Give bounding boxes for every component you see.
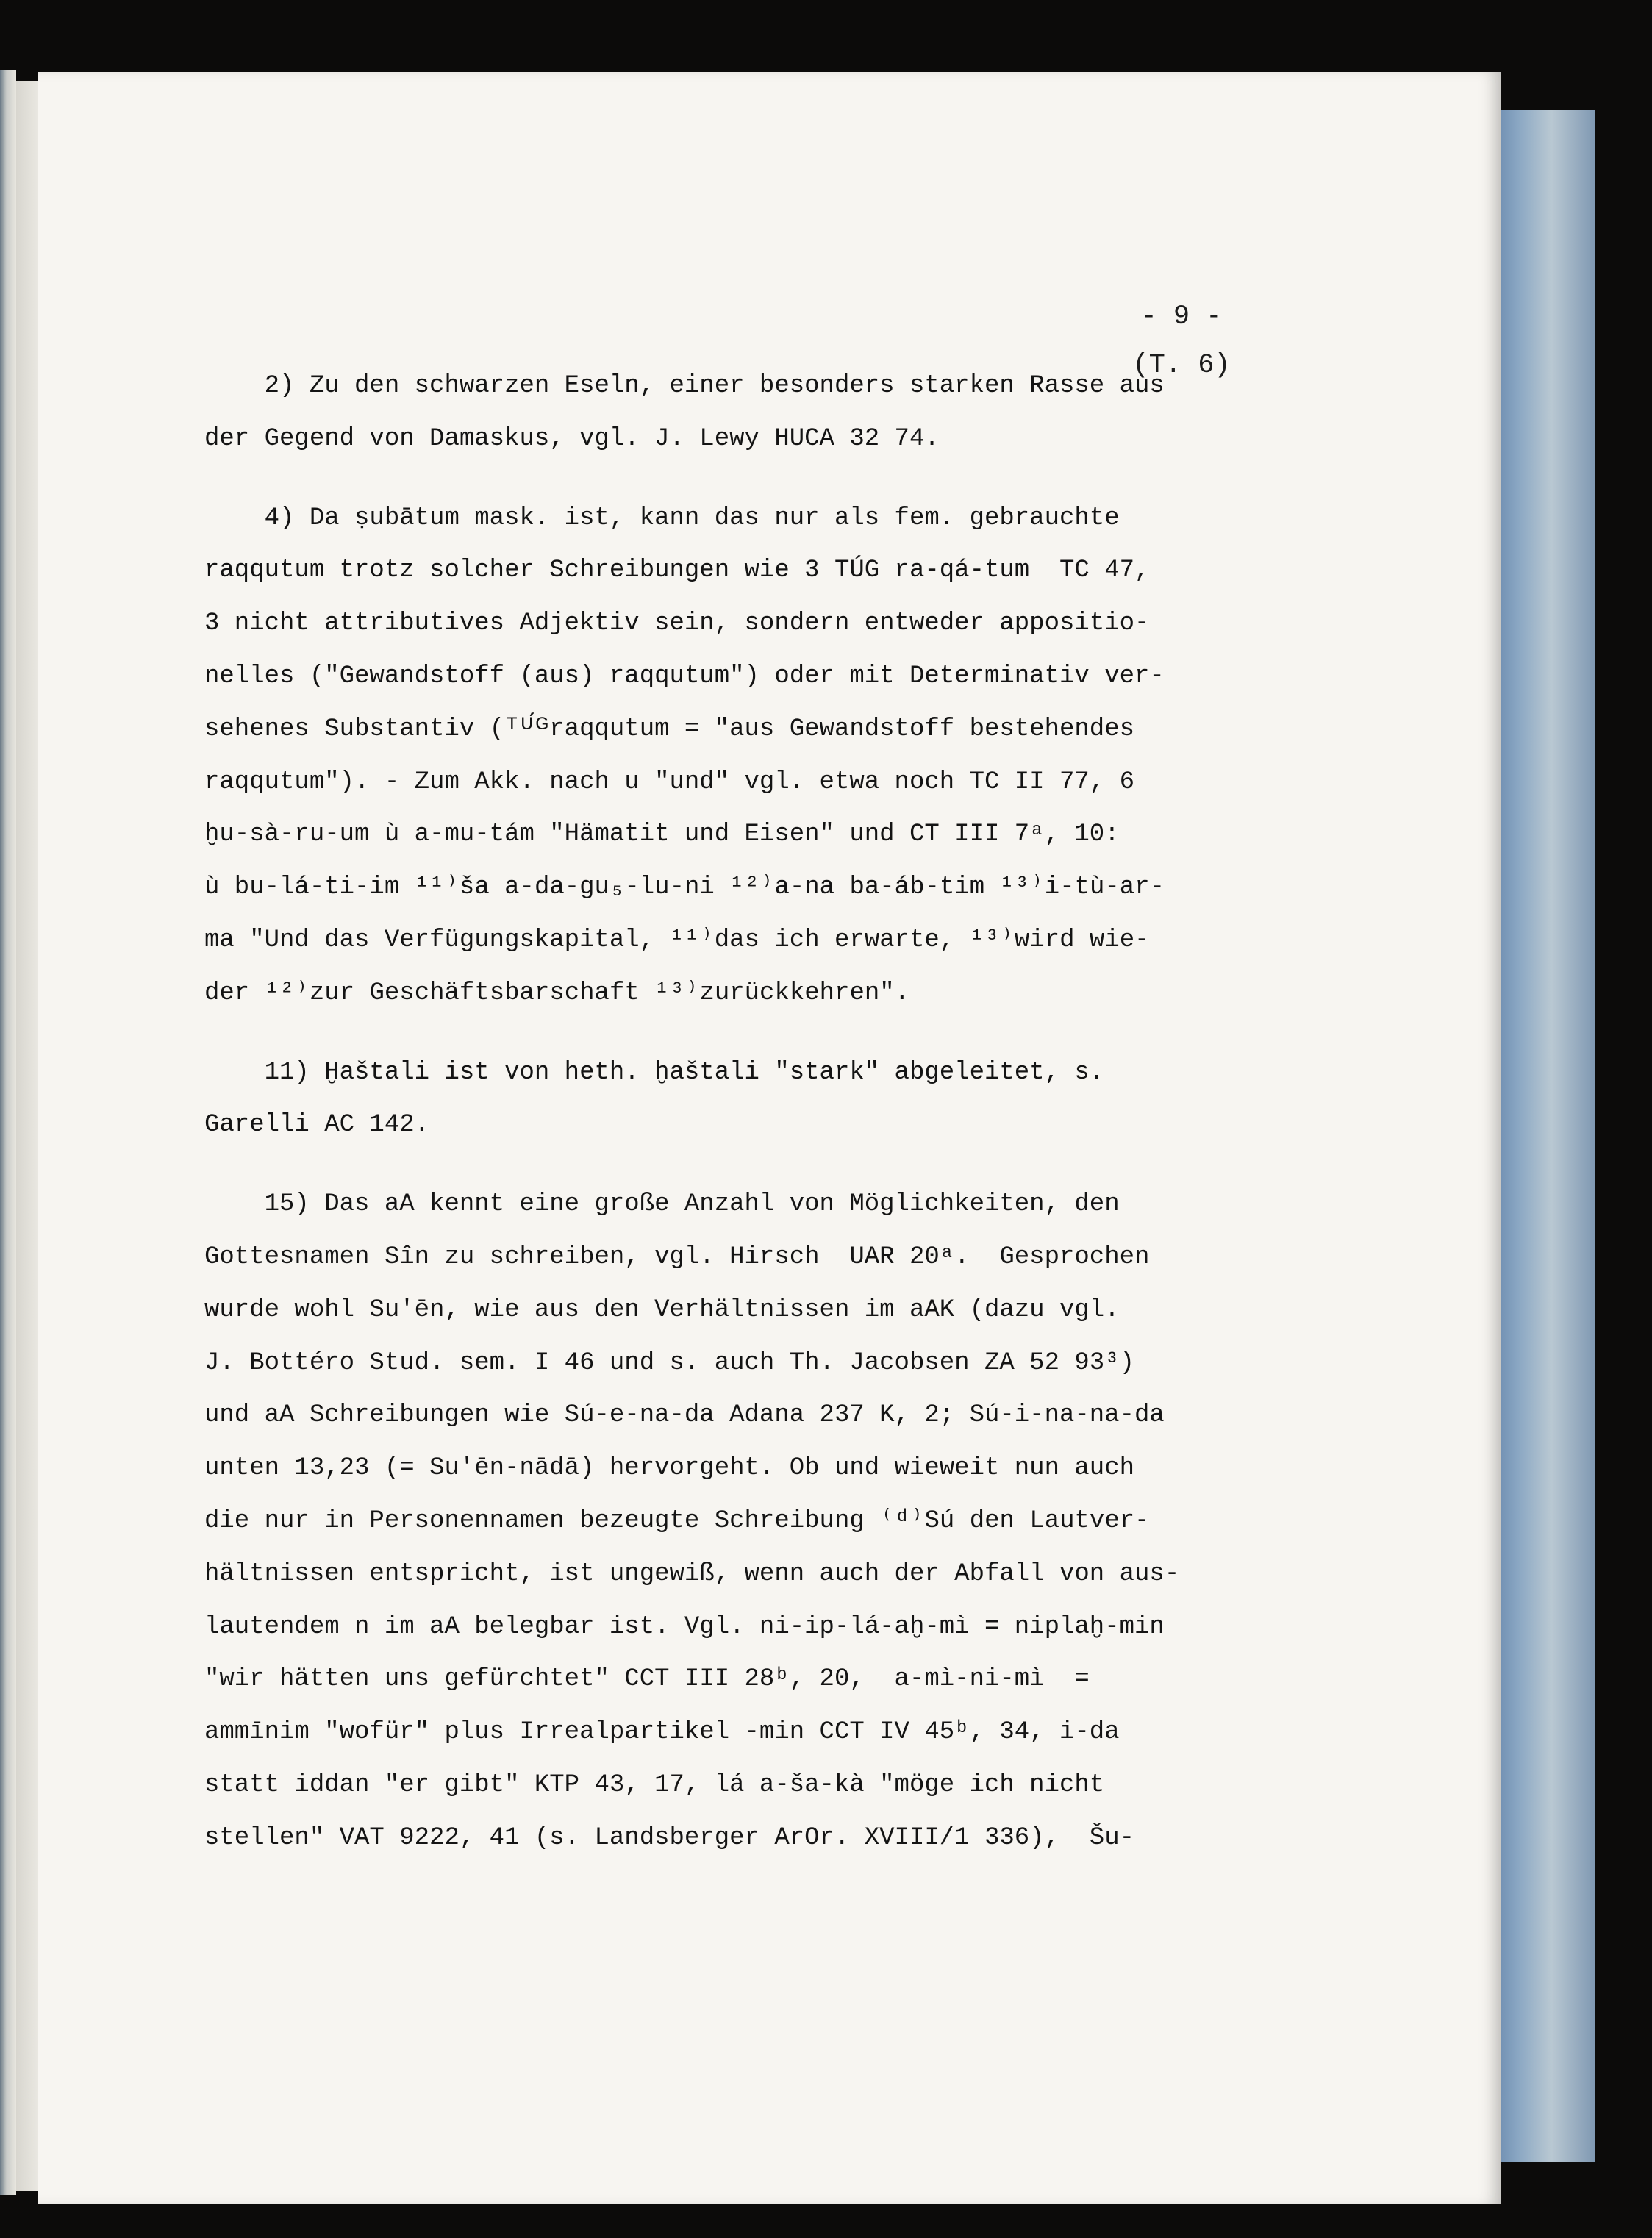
paragraph-gap [204,1020,1274,1047]
text-line: hältnissen entspricht, ist ungewiß, wenn auch der Abfall von aus- [204,1559,1180,1588]
text-line: ma "Und das Verfügungskapital, ¹¹⁾das ich erwarte, ¹³⁾wird wie- [204,926,1150,954]
footnote-paragraph [204,1179,1274,1865]
text-line: stellen" VAT 9222, 41 (s. Landsberger ArOr. XVIII/1 336), Šu- [204,1823,1135,1852]
text-line: wurde wohl Su'ēn, wie aus den Verhältnissen im aAK (dazu vgl. [204,1295,1120,1324]
commentary-text [204,360,1274,1865]
paragraph-gap [204,466,1274,493]
book-cover-edge [1485,110,1595,2162]
text-line: Gottesnamen Sîn zu schreiben, vgl. Hirsch UAR 20ᵃ. Gesprochen [204,1243,1150,1271]
text-line: raqqutum"). - Zum Akk. nach u "und" vgl. etwa noch TC II 77, 6 [204,768,1135,796]
footnote-paragraph [204,1047,1274,1153]
paragraph-gap [204,1152,1274,1179]
page-number: - 9 - [1140,301,1223,332]
text-line: unten 13,23 (= Su'ēn-nādā) hervorgeht. Ob und wieweit nun auch [204,1454,1135,1483]
text-line: 15) Das aA kennt eine große Anzahl von Möglichkeiten, den [204,1190,1120,1219]
tablet-reference: (T. 6) [1132,350,1231,381]
text-line: der ¹²⁾zur Geschäftsbarschaft ¹³⁾zurückkehren". [204,979,910,1007]
footnote-paragraph [204,360,1274,466]
book-binding-left [0,70,16,2195]
text-line: 11) Ḫaštali ist von heth. ḫaštali "stark" abgeleitet, s. [204,1058,1105,1087]
text-line: sehenes Substantiv (ᵀᵁ́ᴳraqqutum = "aus Gewandstoff bestehendes [204,715,1135,743]
text-line: Garelli AC 142. [204,1111,430,1140]
text-line: lautendem n im aA belegbar ist. Vgl. ni-ip-lá-aḫ-mì = niplaḫ-min [204,1612,1165,1641]
text-line: 2) Zu den schwarzen Eseln, einer besonders starken Rasse aus [204,372,1165,400]
text-line: statt iddan "er gibt" KTP 43, 17, lá a-ša-kà "möge ich nicht [204,1770,1105,1799]
text-line: und aA Schreibungen wie Sú-e-na-da Adana 237 K, 2; Sú-i-na-na-da [204,1401,1165,1430]
text-line: ù bu-lá-ti-im ¹¹⁾ša a-da-gu₅-lu-ni ¹²⁾a-na ba-áb-tim ¹³⁾i-tù-ar- [204,873,1165,902]
text-line: nelles ("Gewandstoff (aus) raqqutum") oder mit Determinativ ver- [204,662,1165,690]
text-line: 4) Da ṣubātum mask. ist, kann das nur als fem. gebrauchte [204,504,1120,532]
text-line: "wir hätten uns gefürchtet" CCT III 28ᵇ, 20, a-mì-ni-mì = [204,1665,1090,1694]
text-line: ammīnim "wofür" plus Irrealpartikel -min CCT IV 45ᵇ, 34, i-da [204,1718,1120,1747]
text-line: 3 nicht attributives Adjektiv sein, sondern entweder appositio- [204,609,1150,638]
text-line: die nur in Personennamen bezeugte Schreibung ⁽ᵈ⁾Sú den Lautver- [204,1506,1150,1535]
text-line: J. Bottéro Stud. sem. I 46 und s. auch Th. Jacobsen ZA 52 93³) [204,1348,1135,1377]
text-line: ḫu-sà-ru-um ù a-mu-tám "Hämatit und Eisen" und CT III 7ᵃ, 10: [204,821,1120,849]
footnote-paragraph [204,493,1274,1020]
text-line: raqqutum trotz solcher Schreibungen wie 3 TÚG ra-qá-tum TC 47, [204,557,1150,585]
text-line: der Gegend von Damaskus, vgl. J. Lewy HUCA 32 74. [204,424,940,453]
